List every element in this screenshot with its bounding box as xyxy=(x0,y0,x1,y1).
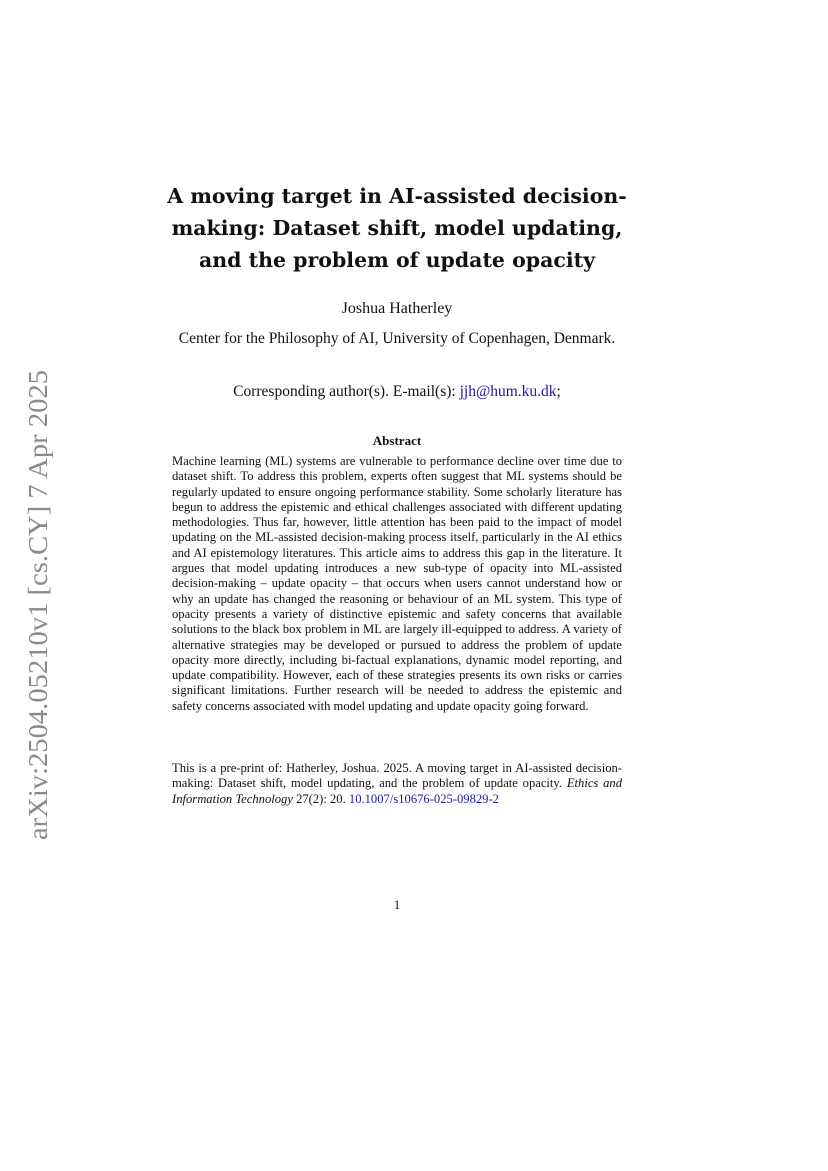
arxiv-sidebar-stamp xyxy=(20,370,56,840)
corresponding-prefix: Corresponding author(s). E-mail(s): xyxy=(233,383,460,400)
abstract-heading: Abstract xyxy=(372,433,422,448)
arxiv-stamp-text: arXiv:2504.05210v1 [cs.CY] 7 Apr 2025 xyxy=(23,396,53,840)
title-line-3: and the problem of update opacity xyxy=(198,248,596,272)
paper-title xyxy=(140,180,654,276)
preprint-citation: This is a pre-print of: Hatherley, Joshua. 2025. A moving target in AI-assisted decision-making: Dataset shift, model updating, and the problem of update opacity. xyxy=(172,761,622,791)
doi-link[interactable]: 10.1007/s10676-025-09829-2 xyxy=(348,791,499,806)
author-name: Joshua Hatherley xyxy=(341,300,453,317)
corresponding-suffix: ; xyxy=(556,383,561,400)
title-line-2: making: Dataset shift, model updating, xyxy=(171,216,623,240)
title-line-1: A moving target in AI-assisted decision- xyxy=(167,184,627,208)
author-affiliation: Center for the Philosophy of AI, University of Copenhagen, Denmark. xyxy=(178,330,616,347)
email-link[interactable]: jjh@hum.ku.dk xyxy=(459,383,557,400)
page-number: 1 xyxy=(393,897,401,912)
corresponding-author-line xyxy=(140,383,654,401)
journal-name: Ethics and Information Technology xyxy=(172,776,622,806)
abstract-text: Machine learning (ML) systems are vulnerable to performance decline over time due to dataset shift. To address this problem, experts often suggest that ML systems should be regularly updated to ensure ongoing performance stability. Some scholarly literature has begun to address the epistemic and ethical challenges associated with different updating methodologies. Thus far, however, little attention has been paid to the impact of model updating on the ML-assisted decision-making process itself, particularly in the AI ethics and AI epistemology literatures. This article aims to address this gap in the literature. It argues that model updating introduces a new sub-type of opacity into ML-assisted decision-making – update opacity – that occurs when users cannot understand how or why an update has changed the reasoning or behaviour of an ML system. This type of opacity presents a variety of distinctive epistemic and safety concerns that available solutions to the black box problem in ML are largely ill-equipped to address. A variety of alternative strategies may be developed or pursued to address the problem of update opacity more directly, including bi-factual explanations, dynamic model reporting, and update compatibility. However, each of these strategies presents its own risks or carries significant limitations. Further research will be needed to address the epistemic and safety concerns associated with model updating and update opacity going forward. xyxy=(172,454,622,713)
journal-volume: 27(2): 20. xyxy=(292,791,349,806)
preprint-note xyxy=(172,761,622,807)
